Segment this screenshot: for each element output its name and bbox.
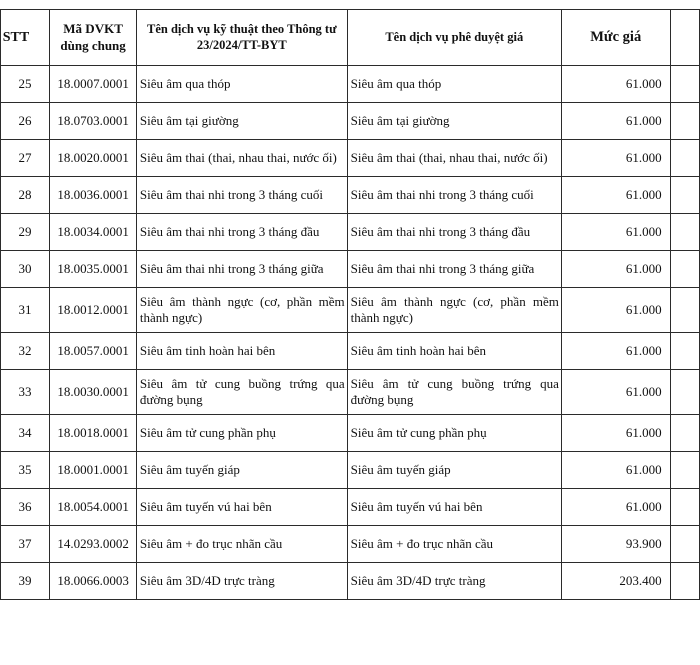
row-name-approved: Siêu âm 3D/4D trực tràng: [347, 563, 561, 600]
table-row: [0, 288, 700, 333]
row-name-tt: Siêu âm tại giường: [136, 103, 347, 140]
row-name-tt: Siêu âm qua thóp: [136, 66, 347, 103]
row-price: 61.000: [561, 177, 670, 214]
row-stt: 30: [0, 251, 50, 288]
table-row: [0, 452, 700, 489]
row-name-tt: Siêu âm tuyến giáp: [136, 452, 347, 489]
row-price: 61.000: [561, 251, 670, 288]
row-stt: 39: [0, 563, 50, 600]
header-name-approved: Tên dịch vụ phê duyệt giá: [347, 10, 561, 66]
row-blank-right: [670, 526, 699, 563]
table-row: [0, 66, 700, 103]
row-name-tt: Siêu âm tử cung phần phụ: [136, 415, 347, 452]
row-stt: 32: [0, 333, 50, 370]
header-row: [0, 10, 700, 66]
price-table: [0, 9, 700, 600]
header-stt: STT: [0, 10, 50, 66]
row-code: 18.0057.0001: [50, 333, 137, 370]
table-row: [0, 177, 700, 214]
row-price: 61.000: [561, 288, 670, 333]
row-name-tt: Siêu âm thai (thai, nhau thai, nước ối): [136, 140, 347, 177]
row-name-tt: Siêu âm thành ngực (cơ, phần mềm thành ngực): [136, 288, 347, 333]
table-row: [0, 526, 700, 563]
row-name-approved: Siêu âm thai nhi trong 3 tháng đầu: [347, 214, 561, 251]
row-name-tt: Siêu âm thai nhi trong 3 tháng giữa: [136, 251, 347, 288]
row-name-tt: Siêu âm + đo trục nhãn cầu: [136, 526, 347, 563]
row-stt: 33: [0, 370, 50, 415]
row-stt: 25: [0, 66, 50, 103]
row-blank-right: [670, 140, 699, 177]
table-row: [0, 370, 700, 415]
row-name-tt: Siêu âm thai nhi trong 3 tháng cuối: [136, 177, 347, 214]
row-code: 14.0293.0002: [50, 526, 137, 563]
row-name-approved: Siêu âm tại giường: [347, 103, 561, 140]
row-blank-right: [670, 66, 699, 103]
row-price: 61.000: [561, 66, 670, 103]
row-code: 18.0035.0001: [50, 251, 137, 288]
table-row: [0, 214, 700, 251]
row-blank-right: [670, 214, 699, 251]
row-blank-right: [670, 251, 699, 288]
row-code: 18.0054.0001: [50, 489, 137, 526]
row-name-tt: Siêu âm thai nhi trong 3 tháng đầu: [136, 214, 347, 251]
row-name-approved: Siêu âm thai (thai, nhau thai, nước ối): [347, 140, 561, 177]
row-stt: 27: [0, 140, 50, 177]
header-code: Mã DVKT dùng chung: [50, 10, 137, 66]
header-name-tt: Tên dịch vụ kỹ thuật theo Thông tư 23/2024/TT-BYT: [136, 10, 347, 66]
row-name-approved: Siêu âm tuyến giáp: [347, 452, 561, 489]
row-blank-right: [670, 563, 699, 600]
row-blank-right: [670, 288, 699, 333]
row-price: 61.000: [561, 452, 670, 489]
row-price: 61.000: [561, 370, 670, 415]
row-blank-right: [670, 452, 699, 489]
row-code: 18.0030.0001: [50, 370, 137, 415]
table-row: [0, 103, 700, 140]
row-stt: 37: [0, 526, 50, 563]
row-stt: 28: [0, 177, 50, 214]
header-blank-right: [670, 10, 699, 66]
row-price: 93.900: [561, 526, 670, 563]
row-code: 18.0703.0001: [50, 103, 137, 140]
row-name-tt: Siêu âm 3D/4D trực tràng: [136, 563, 347, 600]
table-row: [0, 140, 700, 177]
row-name-tt: Siêu âm tuyến vú hai bên: [136, 489, 347, 526]
row-stt: 26: [0, 103, 50, 140]
row-name-tt: Siêu âm tinh hoàn hai bên: [136, 333, 347, 370]
row-stt: 35: [0, 452, 50, 489]
table-row: [0, 563, 700, 600]
table-row: [0, 489, 700, 526]
row-price: 203.400: [561, 563, 670, 600]
row-name-approved: Siêu âm thai nhi trong 3 tháng giữa: [347, 251, 561, 288]
row-stt: 36: [0, 489, 50, 526]
row-price: 61.000: [561, 415, 670, 452]
row-code: 18.0036.0001: [50, 177, 137, 214]
table-row: [0, 251, 700, 288]
row-code: 18.0034.0001: [50, 214, 137, 251]
row-blank-right: [670, 333, 699, 370]
row-name-approved: Siêu âm thai nhi trong 3 tháng cuối: [347, 177, 561, 214]
row-price: 61.000: [561, 489, 670, 526]
row-name-approved: Siêu âm tuyến vú hai bên: [347, 489, 561, 526]
row-blank-right: [670, 415, 699, 452]
row-price: 61.000: [561, 103, 670, 140]
row-price: 61.000: [561, 140, 670, 177]
row-code: 18.0007.0001: [50, 66, 137, 103]
row-stt: 34: [0, 415, 50, 452]
row-name-approved: Siêu âm thành ngực (cơ, phần mềm thành ngực): [347, 288, 561, 333]
row-name-approved: Siêu âm tinh hoàn hai bên: [347, 333, 561, 370]
row-name-approved: Siêu âm tử cung phần phụ: [347, 415, 561, 452]
row-name-approved: Siêu âm qua thóp: [347, 66, 561, 103]
row-blank-right: [670, 489, 699, 526]
row-name-tt: Siêu âm tử cung buồng trứng qua đường bụng: [136, 370, 347, 415]
row-code: 18.0066.0003: [50, 563, 137, 600]
row-name-approved: Siêu âm + đo trục nhãn cầu: [347, 526, 561, 563]
row-stt: 31: [0, 288, 50, 333]
document-page: [0, 9, 700, 600]
row-stt: 29: [0, 214, 50, 251]
row-code: 18.0012.0001: [50, 288, 137, 333]
row-code: 18.0020.0001: [50, 140, 137, 177]
row-price: 61.000: [561, 333, 670, 370]
table-row: [0, 415, 700, 452]
table-row: [0, 333, 700, 370]
row-blank-right: [670, 370, 699, 415]
row-code: 18.0001.0001: [50, 452, 137, 489]
row-blank-right: [670, 177, 699, 214]
row-blank-right: [670, 103, 699, 140]
header-price: Mức giá: [561, 10, 670, 66]
row-code: 18.0018.0001: [50, 415, 137, 452]
row-price: 61.000: [561, 214, 670, 251]
row-name-approved: Siêu âm tử cung buồng trứng qua đường bụng: [347, 370, 561, 415]
